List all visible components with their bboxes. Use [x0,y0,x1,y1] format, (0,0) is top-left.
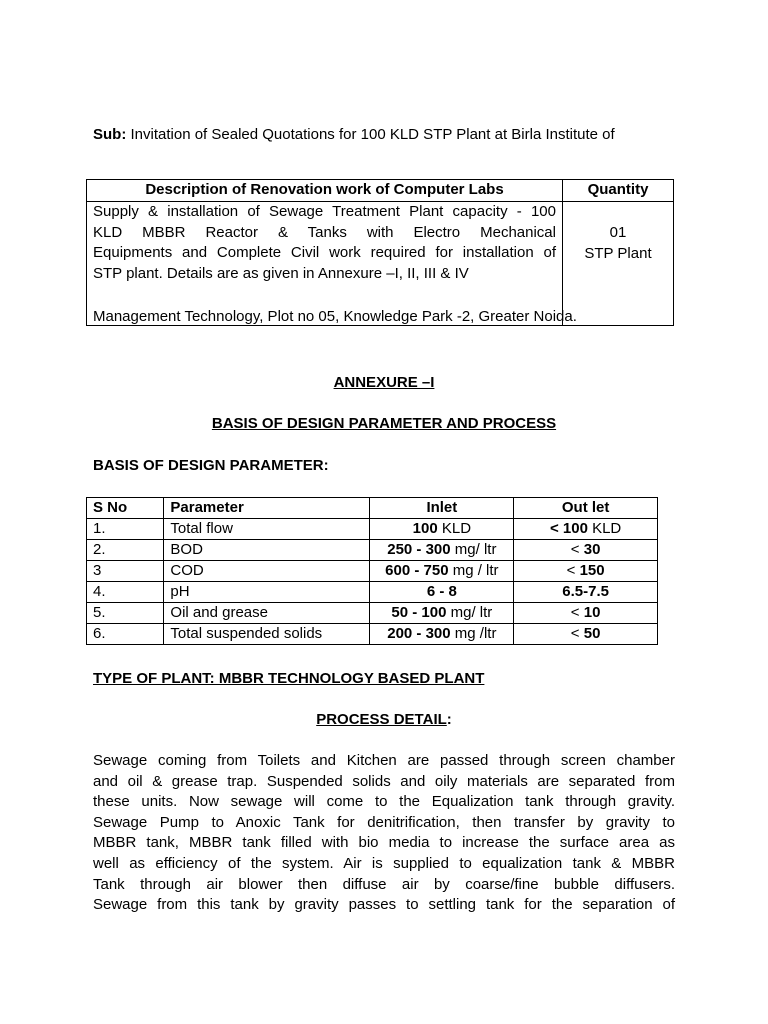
design-parameter-table [86,497,658,645]
process-detail-title: PROCESS DETAIL [316,711,447,728]
process-line: MBBR tank, MBBR tank filled with bio media to increase the surface area as [93,834,675,852]
outlet-value: 30 [583,541,601,558]
process-line: Sewage from this tank by gravity passes to settling tank for the separation of [93,896,675,914]
header-parameter: Parameter [164,498,370,519]
row-inlet [370,519,514,540]
row-sno: 2. [87,540,164,561]
annexure-title: ANNEXURE –I [333,374,435,391]
row-sno: 6. [87,624,164,645]
outlet-value: 50 [583,625,601,642]
inlet-unit: mg / ltr [448,562,499,579]
row-outlet [514,603,658,624]
row-inlet [370,540,514,561]
work-quantity-cell [563,202,674,326]
outlet-unit: KLD [587,520,622,537]
plant-type-heading: TYPE OF PLANT: MBBR TECHNOLOGY BASED PLANT [93,670,485,687]
inlet-value: 50 - 100 [391,604,447,621]
outlet-value: 6.5-7.5 [562,583,609,600]
process-line: Tank through air blower then diffuse air by coarse/fine bubble diffusers. [93,875,675,893]
subject-label: Sub: [93,126,127,143]
process-detail-colon: : [446,711,452,728]
header-sno: S No [87,498,164,519]
header-outlet: Out let [514,498,658,519]
outlet-prefix: < [566,562,580,579]
row-inlet [370,561,514,582]
work-description-line: KLD MBBR Reactor & Tanks with Electro Mechanical [93,223,556,241]
subject-text: Invitation of Sealed Quotations for 100 KLD STP Plant at Birla Institute of [130,126,615,143]
row-parameter: COD [164,561,370,582]
outlet-prefix: < [570,625,584,642]
subject-line [93,125,615,145]
section-title: BASIS OF DESIGN PARAMETER AND PROCESS [211,415,557,432]
quantity-number: 01 [609,224,627,241]
process-line: and oil & grease trap. Suspended solids and oily materials are separated from [93,772,675,790]
work-table-header-description: Description of Renovation work of Computer Labs [87,180,563,202]
row-inlet [370,603,514,624]
inlet-unit: mg/ ltr [446,604,493,621]
row-outlet [514,540,658,561]
inlet-value: 200 - 300 [387,625,451,642]
row-sno: 3 [87,561,164,582]
row-outlet [514,561,658,582]
inlet-value: 100 [412,520,438,537]
outlet-value: 150 [579,562,605,579]
process-line: these units. Now sewage will come to the Equalization tank through gravity. [93,793,675,811]
work-description-line: Supply & installation of Sewage Treatment Plant capacity - 100 [93,203,556,220]
table-row [87,561,658,582]
table-row [87,603,658,624]
row-parameter: Total flow [164,519,370,540]
process-line: Sewage Pump to Anoxic Tank for denitrification, then transfer by gravity to [93,813,675,831]
quantity-unit: STP Plant [584,244,652,262]
work-table-header-quantity: Quantity [563,180,674,202]
process-detail-heading [0,710,768,730]
row-parameter: Oil and grease [164,603,370,624]
row-inlet [370,582,514,603]
row-outlet [514,582,658,603]
row-sno: 5. [87,603,164,624]
outlet-prefix: < [570,604,584,621]
row-inlet [370,624,514,645]
outlet-value: < 100 [549,520,588,537]
work-table-header-row [87,180,674,202]
table-row [87,582,658,603]
work-description-line: Equipments and Complete Civil work required for installation of [93,244,556,261]
row-parameter: Total suspended solids [164,624,370,645]
work-description-table [86,179,674,326]
design-parameter-heading: BASIS OF DESIGN PARAMETER: [93,457,329,474]
inlet-value: 600 - 750 [385,562,449,579]
row-outlet [514,624,658,645]
outlet-prefix: < [570,541,584,558]
table-row [87,540,658,561]
outlet-value: 10 [583,604,601,621]
row-sno: 1. [87,519,164,540]
process-line: Sewage coming from Toilets and Kitchen are passed through screen chamber [93,752,675,769]
row-sno: 4. [87,582,164,603]
parameter-table-header-row [87,498,658,519]
process-detail-paragraph [93,751,675,916]
inlet-unit: KLD [437,520,472,537]
table-row [87,624,658,645]
table-row [87,519,658,540]
inlet-value: 6 - 8 [426,583,457,600]
row-outlet [514,519,658,540]
process-line: well as efficiency of the system. Air is supplied to equalization tank & MBBR [93,854,675,872]
inlet-unit: mg /ltr [450,625,497,642]
inlet-unit: mg/ ltr [450,541,497,558]
subject-continuation: Management Technology, Plot no 05, Knowledge Park -2, Greater Noida. [93,308,577,325]
row-parameter: BOD [164,540,370,561]
row-parameter: pH [164,582,370,603]
work-description-line: STP plant. Details are as given in Annexure –I, II, III & IV [93,264,469,282]
header-inlet: Inlet [370,498,514,519]
inlet-value: 250 - 300 [387,541,451,558]
